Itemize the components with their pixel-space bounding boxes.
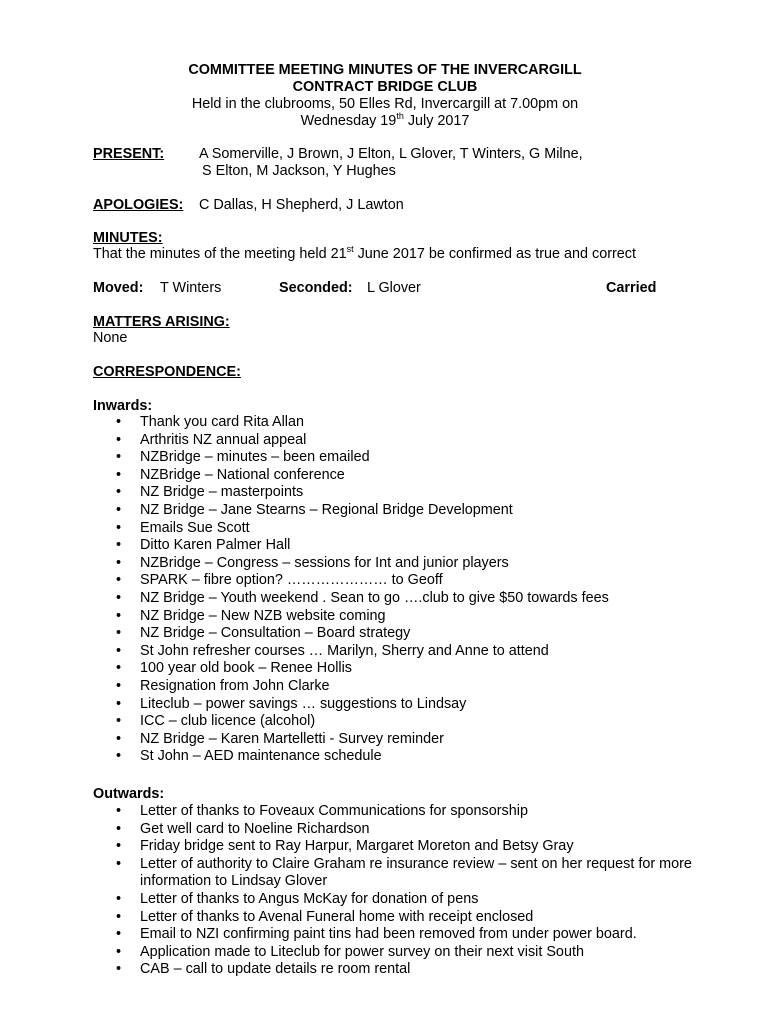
list-item: • Resignation from John Clarke <box>0 678 609 696</box>
apologies-label: APOLOGIES: <box>93 197 184 213</box>
held-line: Held in the clubrooms, 50 Elles Rd, Invercargill at 7.00pm on <box>191 96 579 112</box>
inwards-list <box>0 414 609 766</box>
present-names-2: S Elton, M Jackson, Y Hughes <box>202 163 396 179</box>
list-item: • 100 year old book – Renee Hollis <box>0 660 609 678</box>
list-item: • Thank you card Rita Allan <box>0 414 609 432</box>
list-item: • St John – AED maintenance schedule <box>0 748 609 766</box>
outwards-list <box>0 803 700 979</box>
present-line-1 <box>93 146 583 163</box>
list-item: • CAB – call to update details re room rental <box>0 961 700 979</box>
matters-arising-label: MATTERS ARISING: <box>93 314 230 330</box>
list-item: • Application made to Liteclub for power survey on their next visit South <box>0 944 700 962</box>
moved-label: Moved: <box>93 280 144 296</box>
list-item: • NZ Bridge – masterpoints <box>0 484 609 502</box>
title-line-1: COMMITTEE MEETING MINUTES OF THE INVERCARGILL <box>188 62 582 78</box>
list-item: • NZ Bridge – New NZB website coming <box>0 608 609 626</box>
list-item: • NZBridge – National conference <box>0 467 609 485</box>
outwards-label: Outwards: <box>93 786 165 802</box>
list-item: • Get well card to Noeline Richardson <box>0 821 700 839</box>
seconded-label: Seconded: <box>279 280 353 296</box>
list-item: • Liteclub – power savings … suggestions to Lindsay <box>0 696 609 714</box>
meeting-date: Wednesday 19th July 2017 <box>300 111 470 129</box>
apologies-names: C Dallas, H Shepherd, J Lawton <box>199 197 404 213</box>
list-item: • St John refresher courses … Marilyn, Sherry and Anne to attend <box>0 643 609 661</box>
inwards-label: Inwards: <box>93 398 153 414</box>
moved-value: T Winters <box>160 280 222 296</box>
list-item: • Letter of thanks to Avenal Funeral home with receipt enclosed <box>0 909 700 927</box>
list-item: • NZBridge – minutes – been emailed <box>0 449 609 467</box>
minutes-label: MINUTES: <box>93 230 163 246</box>
correspondence-label: CORRESPONDENCE: <box>93 364 241 380</box>
list-item: • Ditto Karen Palmer Hall <box>0 537 609 555</box>
apologies-line <box>93 197 404 214</box>
list-item: • NZ Bridge – Jane Stearns – Regional Bridge Development <box>0 502 609 520</box>
title-line-2: CONTRACT BRIDGE CLUB <box>292 79 478 95</box>
present-label: PRESENT: <box>93 146 165 162</box>
list-item: • ICC – club licence (alcohol) <box>0 713 609 731</box>
list-item: • NZ Bridge – Karen Martelletti - Survey reminder <box>0 731 609 749</box>
list-item: • SPARK – fibre option? ………………… to Geoff <box>0 572 609 590</box>
minutes-text: That the minutes of the meeting held 21st June 2017 be confirmed as true and correct <box>93 244 636 262</box>
list-item: • Letter of thanks to Foveaux Communications for sponsorship <box>0 803 700 821</box>
list-item: • NZ Bridge – Consultation – Board strategy <box>0 625 609 643</box>
present-names-1: A Somerville, J Brown, J Elton, L Glover, T Winters, G Milne, <box>199 146 583 162</box>
list-item: • Letter of authority to Claire Graham re insurance review – sent on her request for more information to Lindsay Glover <box>0 856 700 891</box>
matters-arising-text: None <box>93 330 128 346</box>
motion-line <box>93 280 673 297</box>
list-item: • Letter of thanks to Angus McKay for donation of pens <box>0 891 700 909</box>
carried-label: Carried <box>606 280 657 296</box>
list-item: • Emails Sue Scott <box>0 520 609 538</box>
list-item: • Friday bridge sent to Ray Harpur, Margaret Moreton and Betsy Gray <box>0 838 700 856</box>
list-item: • Arthritis NZ annual appeal <box>0 432 609 450</box>
list-item: • Email to NZI confirming paint tins had been removed from under power board. <box>0 926 700 944</box>
list-item: • NZBridge – Congress – sessions for Int and junior players <box>0 555 609 573</box>
list-item: • NZ Bridge – Youth weekend . Sean to go ….club to give $50 towards fees <box>0 590 609 608</box>
seconded-value: L Glover <box>367 280 421 296</box>
